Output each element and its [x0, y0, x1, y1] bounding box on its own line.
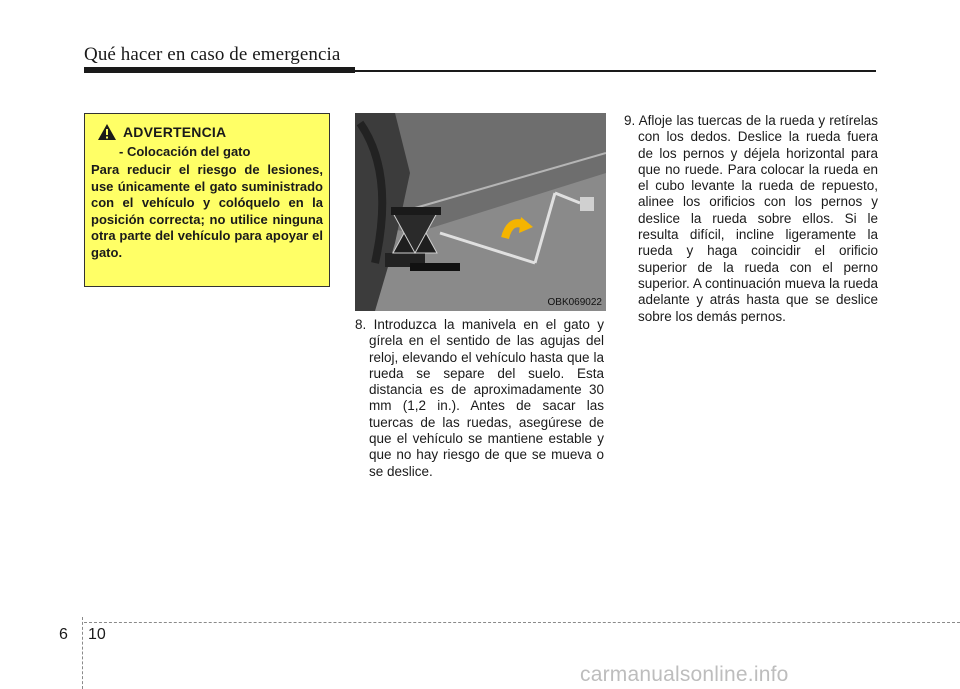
warning-body: Para reducir el riesgo de lesiones, use únicamente el gato suministrado con el vehículo y colóquelo en la posición correcta; no utilice ninguna otra parte del vehículo para apoyar el gato.: [91, 162, 323, 260]
warning-triangle-icon: [97, 123, 117, 141]
warning-subtitle: - Colocación del gato: [119, 144, 251, 159]
footer-rule: [84, 622, 960, 624]
chapter-number: 6: [59, 626, 68, 643]
watermark: carmanualsonline.info: [580, 663, 789, 686]
step-9: [624, 113, 878, 325]
jack-illustration: [355, 113, 606, 311]
footer-rule-vertical: [82, 617, 84, 689]
step-9-text: 9. Afloje las tuercas de la rueda y retírelas con los dedos. Deslice la rueda fuera de los pernos y déjela horizontal para que no ruede. Para colocar la rueda en el cubo levante la rueda de repuesto, alinee los orificios con los pernos y deslice la rueda sobre ellos. Si le resulta difícil, incline ligeramente la rueda y haga coincidir el orificio superior de la rueda con el perno superior. A continuación mueva la rueda adelante y atrás hasta que se deslice sobre los demás pernos.: [624, 113, 878, 324]
figure-code: OBK069022: [547, 297, 602, 308]
header-rule-thin: [355, 70, 876, 72]
step-8: [355, 317, 604, 480]
page-number: 10: [88, 626, 106, 643]
warning-header: [97, 123, 323, 141]
warning-title: ADVERTENCIA: [123, 124, 227, 140]
step-8-text: 8. Introduzca la manivela en el gato y gírela en el sentido de las agujas del reloj, elevando el vehículo hasta que la rueda se separe del suelo. Esta distancia es de aproximadamente 30 mm (1,2 in.). Antes de sacar las tuercas de las ruedas, asegúrese de que el vehículo se mantiene estable y que no hay riesgo de que se mueva o se deslice.: [355, 317, 604, 479]
header-rule-thick: [84, 67, 355, 73]
jack-drawing: [355, 113, 606, 311]
warning-box: [84, 113, 330, 287]
page-title: Qué hacer en caso de emergencia: [84, 44, 341, 65]
